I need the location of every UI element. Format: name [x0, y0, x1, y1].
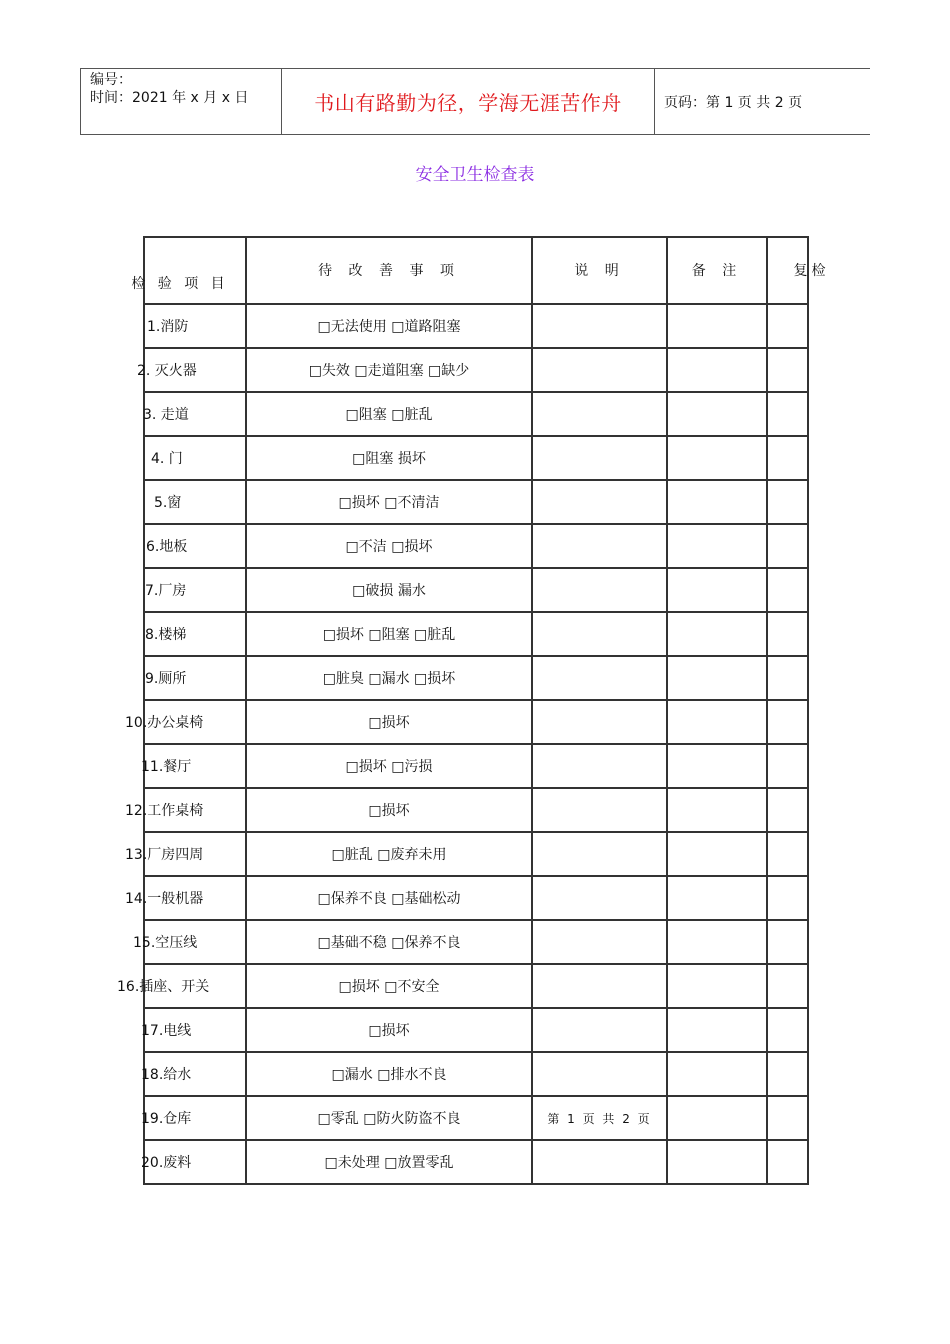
row-item-cell	[144, 436, 246, 480]
row-item-cell	[125, 832, 246, 876]
table-row	[144, 436, 808, 480]
row-item-label: 7.厂房	[145, 583, 187, 599]
table-row	[144, 392, 808, 436]
row-recheck-cell	[767, 392, 808, 436]
row-issues-options: □损坏	[368, 1023, 410, 1039]
table-row	[144, 612, 808, 656]
row-issues-options: □损坏	[368, 803, 410, 819]
row-remark-cell	[667, 744, 767, 788]
row-issues-options: □破损 漏水	[352, 583, 426, 599]
row-remark-cell	[667, 392, 767, 436]
row-issues-cell	[246, 480, 532, 524]
row-item-label: 15.空压线	[133, 935, 198, 951]
row-remark-cell	[667, 436, 767, 480]
row-recheck-cell	[767, 656, 808, 700]
row-item-cell	[144, 304, 246, 348]
row-issues-cell	[246, 1008, 532, 1052]
page-title: 安全卫生检查表	[415, 165, 535, 185]
row-explain-text: 第 1 页 共 2 页	[547, 1111, 652, 1126]
row-item-label: 9.厕所	[145, 671, 187, 687]
row-item-label: 14.一般机器	[125, 891, 204, 907]
row-remark-cell	[667, 304, 767, 348]
row-issues-options: □零乱 □防火防盗不良	[317, 1111, 461, 1127]
row-recheck-cell	[767, 524, 808, 568]
row-remark-cell	[667, 788, 767, 832]
row-remark-cell	[667, 480, 767, 524]
row-item-label: 19.仓库	[141, 1111, 192, 1127]
row-issues-options: □脏乱 □废弃未用	[331, 847, 447, 863]
time-label: 时间：2021 年 x 月 x 日	[90, 90, 249, 106]
row-explain-cell	[532, 304, 667, 348]
row-recheck-cell	[767, 612, 808, 656]
row-issues-cell	[246, 876, 532, 920]
row-item-cell	[144, 524, 246, 568]
table-row	[144, 304, 808, 348]
row-item-cell	[125, 876, 246, 920]
row-remark-cell	[667, 1052, 767, 1096]
row-issues-cell	[246, 612, 532, 656]
row-recheck-cell	[767, 876, 808, 920]
number-label: 编号：	[90, 72, 132, 88]
table-row	[144, 788, 808, 832]
row-issues-options: □未处理 □放置零乱	[324, 1155, 454, 1171]
row-item-cell	[117, 964, 246, 1008]
row-recheck-cell	[767, 832, 808, 876]
row-item-cell	[144, 568, 246, 612]
row-explain-cell	[532, 1140, 667, 1184]
table-row	[144, 700, 808, 744]
table-header-row	[144, 237, 808, 304]
row-explain-cell	[532, 524, 667, 568]
row-item-label: 18.给水	[141, 1067, 192, 1083]
row-recheck-cell	[767, 1096, 808, 1140]
row-issues-options: □阻塞 □脏乱	[345, 407, 433, 423]
row-issues-cell	[246, 788, 532, 832]
row-recheck-cell	[767, 348, 808, 392]
row-remark-cell	[667, 524, 767, 568]
header-page-info: 页码：第 1 页 共 2 页	[664, 94, 803, 111]
row-issues-options: □脏臭 □漏水 □损坏	[322, 671, 456, 687]
row-item-label: 2. 灭火器	[137, 363, 197, 379]
row-item-cell	[125, 700, 246, 744]
table-row	[144, 832, 808, 876]
row-item-cell	[144, 612, 246, 656]
row-explain-cell	[532, 964, 667, 1008]
row-item-label: 5.窗	[154, 495, 182, 511]
header-motto: 书山有路勤为径，学海无涯苦作舟	[282, 69, 655, 134]
row-explain-cell	[532, 656, 667, 700]
row-issues-cell	[246, 1052, 532, 1096]
row-explain-cell	[532, 348, 667, 392]
row-recheck-cell	[767, 1052, 808, 1096]
table-row	[144, 1008, 808, 1052]
row-recheck-cell	[767, 436, 808, 480]
header-meta	[81, 69, 282, 134]
row-issues-options: □损坏 □不安全	[338, 979, 440, 995]
row-item-label: 6.地板	[146, 539, 188, 555]
row-item-cell	[125, 788, 246, 832]
row-issues-options: □损坏	[368, 715, 410, 731]
header-recheck: 复检	[767, 237, 808, 304]
row-issues-cell	[246, 304, 532, 348]
row-remark-cell	[667, 876, 767, 920]
row-issues-options: □保养不良 □基础松动	[317, 891, 461, 907]
row-remark-cell	[667, 832, 767, 876]
table-row	[144, 744, 808, 788]
row-item-cell	[141, 1140, 246, 1184]
row-remark-cell	[667, 920, 767, 964]
row-explain-cell	[532, 392, 667, 436]
header-issues: 待 改 善 事 项	[246, 237, 532, 304]
row-explain-cell	[532, 920, 667, 964]
row-item-label: 4. 门	[151, 451, 183, 467]
row-issues-options: □损坏 □阻塞 □脏乱	[322, 627, 456, 643]
row-issues-cell	[246, 348, 532, 392]
header-remark: 备 注	[667, 237, 767, 304]
row-explain-cell	[532, 480, 667, 524]
row-issues-cell	[246, 436, 532, 480]
row-recheck-cell	[767, 744, 808, 788]
row-item-cell	[144, 480, 246, 524]
row-issues-cell	[246, 1140, 532, 1184]
row-recheck-cell	[767, 920, 808, 964]
row-issues-cell	[246, 744, 532, 788]
row-item-label: 3. 走道	[143, 407, 189, 423]
row-explain-cell	[532, 788, 667, 832]
table-row	[144, 1096, 808, 1140]
row-remark-cell	[667, 568, 767, 612]
row-item-cell	[144, 656, 246, 700]
row-recheck-cell	[767, 700, 808, 744]
row-issues-cell	[246, 524, 532, 568]
row-remark-cell	[667, 656, 767, 700]
row-recheck-cell	[767, 304, 808, 348]
table-row	[144, 876, 808, 920]
row-item-cell	[133, 920, 246, 964]
row-remark-cell	[667, 1140, 767, 1184]
table-row	[144, 348, 808, 392]
row-explain-cell	[532, 1052, 667, 1096]
row-explain-cell	[532, 700, 667, 744]
header-item: 检 验 项 目	[144, 237, 246, 304]
table-row	[144, 656, 808, 700]
row-issues-options: □不洁 □损坏	[345, 539, 433, 555]
row-item-label: 16.插座、开关	[117, 979, 210, 995]
row-issues-cell	[246, 964, 532, 1008]
row-item-label: 10.办公桌椅	[125, 715, 204, 731]
row-explain-cell	[532, 568, 667, 612]
row-explain-cell	[532, 1008, 667, 1052]
row-recheck-cell	[767, 964, 808, 1008]
row-item-cell	[144, 392, 246, 436]
row-remark-cell	[667, 700, 767, 744]
row-issues-options: □漏水 □排水不良	[331, 1067, 447, 1083]
row-item-label: 13.厂房四周	[125, 847, 204, 863]
table-row	[144, 1140, 808, 1184]
row-remark-cell	[667, 348, 767, 392]
row-remark-cell	[667, 612, 767, 656]
row-issues-options: □基础不稳 □保养不良	[317, 935, 461, 951]
row-explain-cell	[532, 436, 667, 480]
row-recheck-cell	[767, 568, 808, 612]
row-issues-cell	[246, 392, 532, 436]
row-issues-cell	[246, 656, 532, 700]
table-row	[144, 964, 808, 1008]
row-item-cell	[141, 1008, 246, 1052]
row-item-label: 12.工作桌椅	[125, 803, 204, 819]
row-item-label: 11.餐厅	[141, 759, 192, 775]
row-item-label: 1.消防	[147, 319, 189, 335]
row-issues-cell	[246, 1096, 532, 1140]
row-issues-cell	[246, 920, 532, 964]
header-explain: 说 明	[532, 237, 667, 304]
table-row	[144, 524, 808, 568]
row-explain-cell	[532, 832, 667, 876]
row-item-label: 8.楼梯	[145, 627, 187, 643]
row-issues-options: □无法使用 □道路阻塞	[317, 319, 461, 335]
row-remark-cell	[667, 1008, 767, 1052]
row-recheck-cell	[767, 1008, 808, 1052]
row-issues-cell	[246, 568, 532, 612]
table-row	[144, 480, 808, 524]
table-row	[144, 1052, 808, 1096]
row-recheck-cell	[767, 1140, 808, 1184]
table-row	[144, 568, 808, 612]
row-remark-cell	[667, 1096, 767, 1140]
row-explain-cell	[532, 612, 667, 656]
row-remark-cell	[667, 964, 767, 1008]
row-issues-cell	[246, 832, 532, 876]
row-explain-cell	[532, 876, 667, 920]
row-item-cell	[137, 348, 246, 392]
row-explain-cell	[532, 1096, 667, 1140]
row-explain-cell	[532, 744, 667, 788]
inspection-table	[117, 236, 830, 1185]
table-row	[144, 920, 808, 964]
row-issues-options: □损坏 □不清洁	[338, 495, 440, 511]
row-item-label: 20.废料	[141, 1155, 192, 1171]
row-item-cell	[141, 1096, 246, 1140]
row-recheck-cell	[767, 480, 808, 524]
row-item-cell	[141, 1052, 246, 1096]
document-header	[80, 68, 870, 135]
row-issues-options: □阻塞 损坏	[352, 451, 426, 467]
row-item-cell	[141, 744, 246, 788]
row-issues-options: □失效 □走道阻塞 □缺少	[308, 363, 470, 379]
row-issues-options: □损坏 □污损	[345, 759, 433, 775]
row-item-label: 17.电线	[141, 1023, 192, 1039]
row-issues-cell	[246, 700, 532, 744]
row-recheck-cell	[767, 788, 808, 832]
